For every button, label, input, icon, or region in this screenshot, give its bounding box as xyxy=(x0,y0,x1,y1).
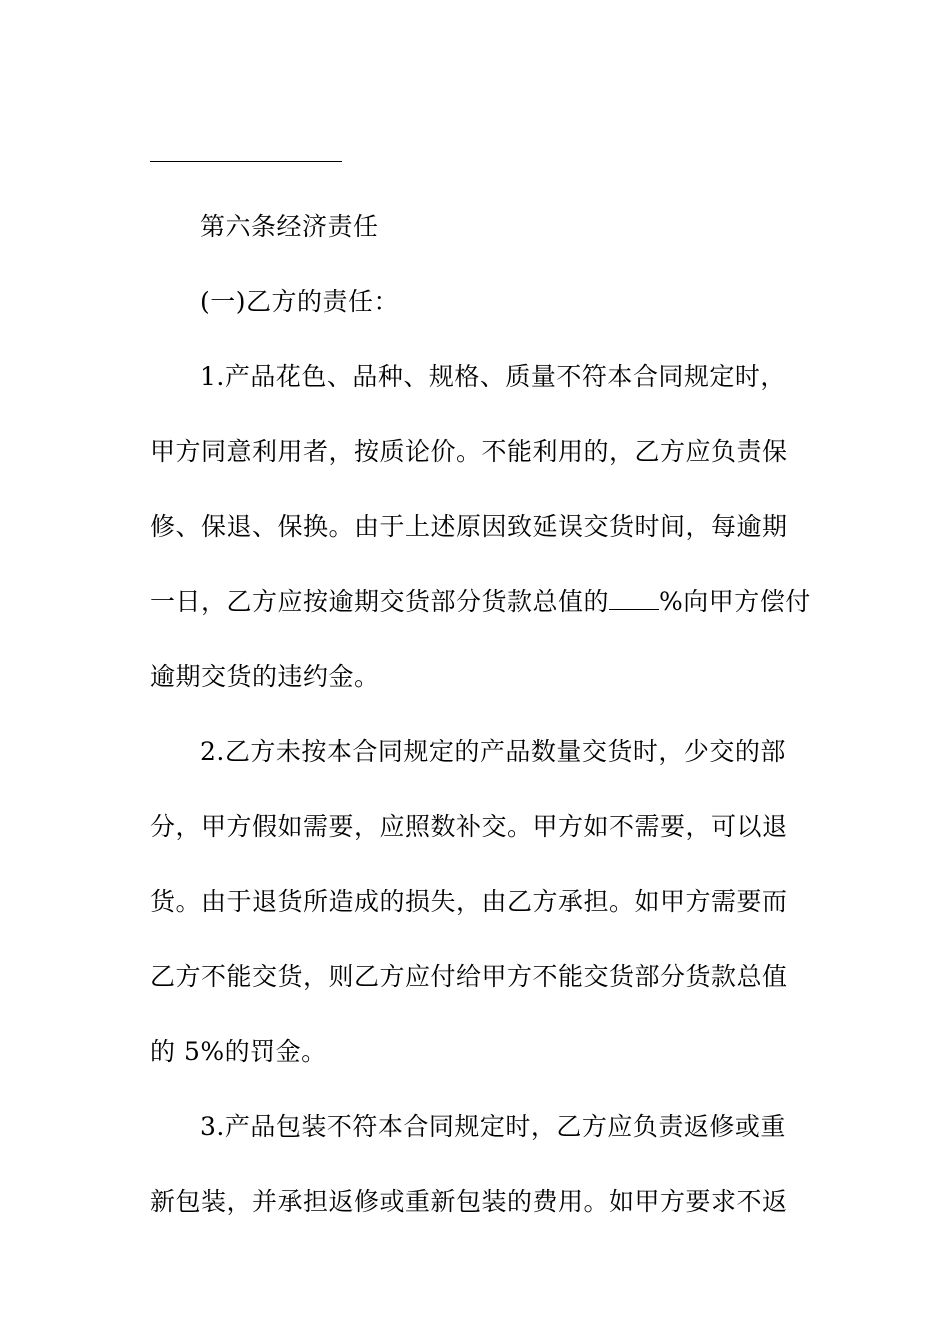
clause-3-line-1: 3.产品包装不符本合同规定时，乙方应负责返修或重 xyxy=(200,1112,786,1141)
clause-1-line-3: 修、保退、保换。由于上述原因致延误交货时间，每逾期 xyxy=(150,512,788,541)
clause-2-line-1: 2.乙方未按本合同规定的产品数量交货时，少交的部 xyxy=(200,737,786,766)
section-heading: (一)乙方的责任： xyxy=(200,287,400,316)
clause-2-line-2: 分，甲方假如需要，应照数补交。甲方如不需要，可以退 xyxy=(150,812,788,841)
clause-3-line-2: 新包装，并承担返修或重新包装的费用。如甲方要求不返 xyxy=(150,1187,788,1216)
clause-1-line-5: 逾期交货的违约金。 xyxy=(150,662,380,691)
clause-1-line-4-text: 一日，乙方应按逾期交货部分货款总值的 xyxy=(150,587,610,616)
clause-2-line-3: 货。由于退货所造成的损失，由乙方承担。如甲方需要而 xyxy=(150,887,788,916)
clause-1-line-4 xyxy=(150,586,811,618)
clause-2-line-4: 乙方不能交货，则乙方应付给甲方不能交货部分货款总值 xyxy=(150,962,788,991)
clause-1-line-4-tail: %向甲方偿付 xyxy=(659,587,811,616)
clause-2-line-5: 的 5%的罚金。 xyxy=(150,1037,327,1066)
article-heading: 第六条经济责任 xyxy=(200,212,379,241)
clause-1-line-1: 1.产品花色、品种、规格、质量不符本合同规定时， xyxy=(200,362,786,391)
fill-in-blank-line xyxy=(150,161,342,162)
percentage-blank xyxy=(609,589,659,610)
clause-1-line-2: 甲方同意利用者，按质论价。不能利用的，乙方应负责保 xyxy=(150,437,788,466)
